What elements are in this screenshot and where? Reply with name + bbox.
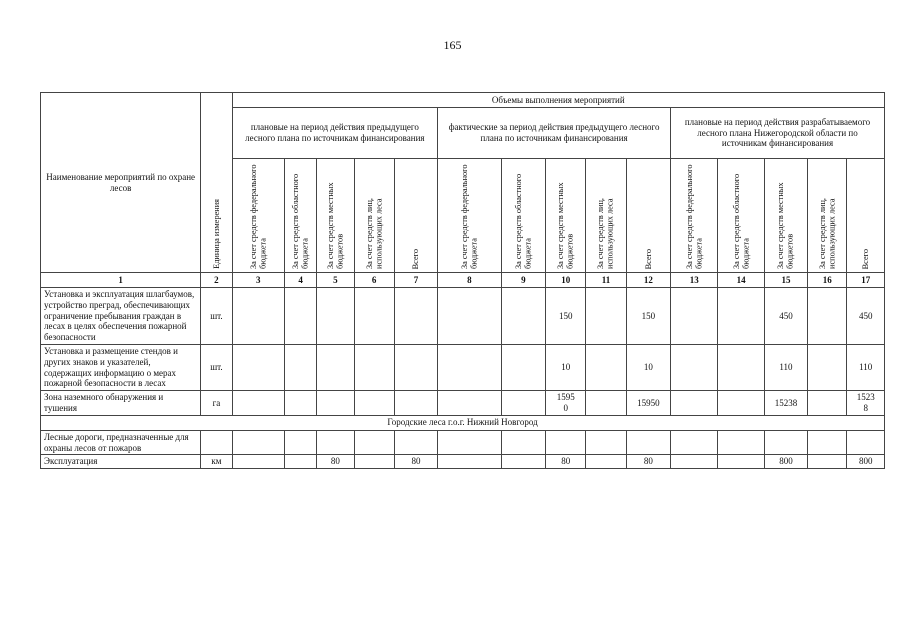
column-number: 12 [626, 273, 670, 288]
row-value: 15950 [626, 391, 670, 416]
row-value [317, 344, 354, 390]
column-number: 6 [354, 273, 394, 288]
row-value [438, 455, 502, 469]
header-group-1: плановые на период действия предыдущего лесного плана по источникам финансирования [232, 108, 438, 159]
row-name: Эксплуатация [41, 455, 201, 469]
vertical-header-label: За счет средств местных бюджетов [556, 182, 575, 269]
row-unit: га [201, 391, 232, 416]
vertical-header-label: За счет средств федерального бюджета [684, 164, 704, 269]
vertical-header-label: За счет средств областного бюджета [731, 173, 751, 269]
row-value [317, 288, 354, 345]
row-name: Установка и размещение стендов и других знаков и указателей, содержащих информацию о мерах пожарной безопасности в лесах [41, 344, 201, 390]
row-name: Установка и эксплуатация шлагбаумов, устройство преград, обеспечивающих ограничение пребывания граждан в лесах в целях обеспечения пожарной безопасности [41, 288, 201, 345]
row-value [354, 430, 394, 455]
row-value: 450 [847, 288, 885, 345]
column-number: 5 [317, 273, 354, 288]
row-value [284, 288, 316, 345]
forest-protection-table [40, 92, 885, 469]
row-value [317, 391, 354, 416]
row-value [718, 455, 764, 469]
row-value [546, 430, 586, 455]
row-value [232, 288, 284, 345]
header-volumes: Объемы выполнения мероприятий [232, 93, 884, 108]
vertical-header-label: Единица измерения [211, 199, 221, 269]
header-unit-column [201, 93, 232, 273]
row-value [501, 391, 545, 416]
table-row [41, 391, 885, 416]
row-value [626, 430, 670, 455]
row-value [808, 288, 847, 345]
row-value [586, 430, 626, 455]
header-sub-3 [232, 159, 284, 273]
header-sub-17 [847, 159, 885, 273]
header-sub-13 [671, 159, 718, 273]
row-value [354, 455, 394, 469]
header-sub-9 [501, 159, 545, 273]
vertical-header-label: За счет средств федерального бюджета [248, 164, 268, 269]
row-value: 450 [764, 288, 807, 345]
column-number: 17 [847, 273, 885, 288]
row-value [808, 391, 847, 416]
row-unit: шт. [201, 344, 232, 390]
row-value: 10 [546, 344, 586, 390]
column-number: 4 [284, 273, 316, 288]
row-unit [201, 430, 232, 455]
row-value [232, 430, 284, 455]
row-value [671, 455, 718, 469]
table-row [41, 455, 885, 469]
header-sub-15 [764, 159, 807, 273]
column-number: 15 [764, 273, 807, 288]
column-number: 1 [41, 273, 201, 288]
row-value [808, 344, 847, 390]
row-value [438, 344, 502, 390]
header-sub-7 [394, 159, 437, 273]
row-unit: шт. [201, 288, 232, 345]
row-value [284, 344, 316, 390]
row-value: 80 [626, 455, 670, 469]
row-value [671, 430, 718, 455]
row-value [671, 344, 718, 390]
header-name-column: Наименование мероприятий по охране лесов [41, 93, 201, 273]
vertical-header-label: За счет средств местных бюджетов [325, 182, 345, 269]
row-value [671, 288, 718, 345]
column-number: 13 [671, 273, 718, 288]
row-value [501, 288, 545, 345]
row-value [501, 455, 545, 469]
table-row [41, 430, 885, 455]
row-name: Лесные дороги, предназначенные для охраны лесов от пожаров [41, 430, 201, 455]
header-sub-16 [808, 159, 847, 273]
header-sub-11 [586, 159, 626, 273]
column-number: 11 [586, 273, 626, 288]
header-group-3: плановые на период действия разрабатываемого лесного плана Нижегородской области по источникам финансирования [671, 108, 885, 159]
row-value: 110 [847, 344, 885, 390]
row-value [232, 391, 284, 416]
row-value: 80 [394, 455, 437, 469]
row-value [394, 391, 437, 416]
page-number: 165 [443, 38, 462, 52]
vertical-header-label: За счет средств федерального бюджета [459, 164, 479, 269]
row-value [317, 430, 354, 455]
header-sub-14 [718, 159, 764, 273]
table-row [41, 344, 885, 390]
row-value: 1595 0 [546, 391, 586, 416]
row-value [718, 391, 764, 416]
row-value [394, 288, 437, 345]
column-number: 10 [546, 273, 586, 288]
row-value: 80 [546, 455, 586, 469]
row-value [394, 344, 437, 390]
row-value [394, 430, 437, 455]
column-number: 8 [438, 273, 502, 288]
row-value [764, 430, 807, 455]
row-value: 150 [626, 288, 670, 345]
row-unit: км [201, 455, 232, 469]
row-value [671, 391, 718, 416]
row-value [718, 288, 764, 345]
row-value [438, 430, 502, 455]
header-sub-6 [354, 159, 394, 273]
row-value [586, 391, 626, 416]
section-title: Городские леса г.о.г. Нижний Новгород [41, 415, 885, 430]
row-value [808, 430, 847, 455]
row-value [284, 391, 316, 416]
row-value: 800 [847, 455, 885, 469]
row-value [438, 391, 502, 416]
row-value: 15238 [764, 391, 807, 416]
column-number: 9 [501, 273, 545, 288]
row-value [808, 455, 847, 469]
row-value [501, 344, 545, 390]
vertical-header-label: За счет средств лиц, использующих леса [364, 197, 384, 269]
header-sub-5 [317, 159, 354, 273]
row-value [232, 344, 284, 390]
header-group-2: фактические за период действия предыдущего лесного плана по источникам финансирования [438, 108, 671, 159]
column-number: 2 [201, 273, 232, 288]
vertical-header-label: За счет средств лиц, использующих леса [596, 197, 615, 269]
row-value: 800 [764, 455, 807, 469]
row-name: Зона наземного обнаружения и тушения [41, 391, 201, 416]
row-value [718, 344, 764, 390]
vertical-header-label: За счет средств местных бюджетов [776, 182, 795, 269]
row-value [284, 430, 316, 455]
row-value: 110 [764, 344, 807, 390]
vertical-header-label: За счет средств областного бюджета [291, 173, 310, 269]
row-value [718, 430, 764, 455]
column-number: 14 [718, 273, 764, 288]
vertical-header-label: За счет средств областного бюджета [513, 173, 533, 269]
row-value [847, 430, 885, 455]
column-number: 7 [394, 273, 437, 288]
row-value [354, 391, 394, 416]
column-number: 3 [232, 273, 284, 288]
row-value: 10 [626, 344, 670, 390]
column-number: 16 [808, 273, 847, 288]
vertical-header-label: За счет средств лиц, использующих леса [817, 197, 837, 269]
header-sub-4 [284, 159, 316, 273]
row-value [232, 455, 284, 469]
header-sub-8 [438, 159, 502, 273]
vertical-header-label: Всего [643, 248, 653, 269]
header-sub-12 [626, 159, 670, 273]
row-value [501, 430, 545, 455]
row-value [586, 288, 626, 345]
row-value [586, 344, 626, 390]
vertical-header-label: Всего [411, 248, 421, 269]
header-sub-10 [546, 159, 586, 273]
row-value [354, 288, 394, 345]
row-value: 1523 8 [847, 391, 885, 416]
vertical-header-label: Всего [860, 248, 870, 269]
row-value [354, 344, 394, 390]
row-value [438, 288, 502, 345]
row-value: 80 [317, 455, 354, 469]
table-row [41, 288, 885, 345]
row-value: 150 [546, 288, 586, 345]
row-value [284, 455, 316, 469]
row-value [586, 455, 626, 469]
